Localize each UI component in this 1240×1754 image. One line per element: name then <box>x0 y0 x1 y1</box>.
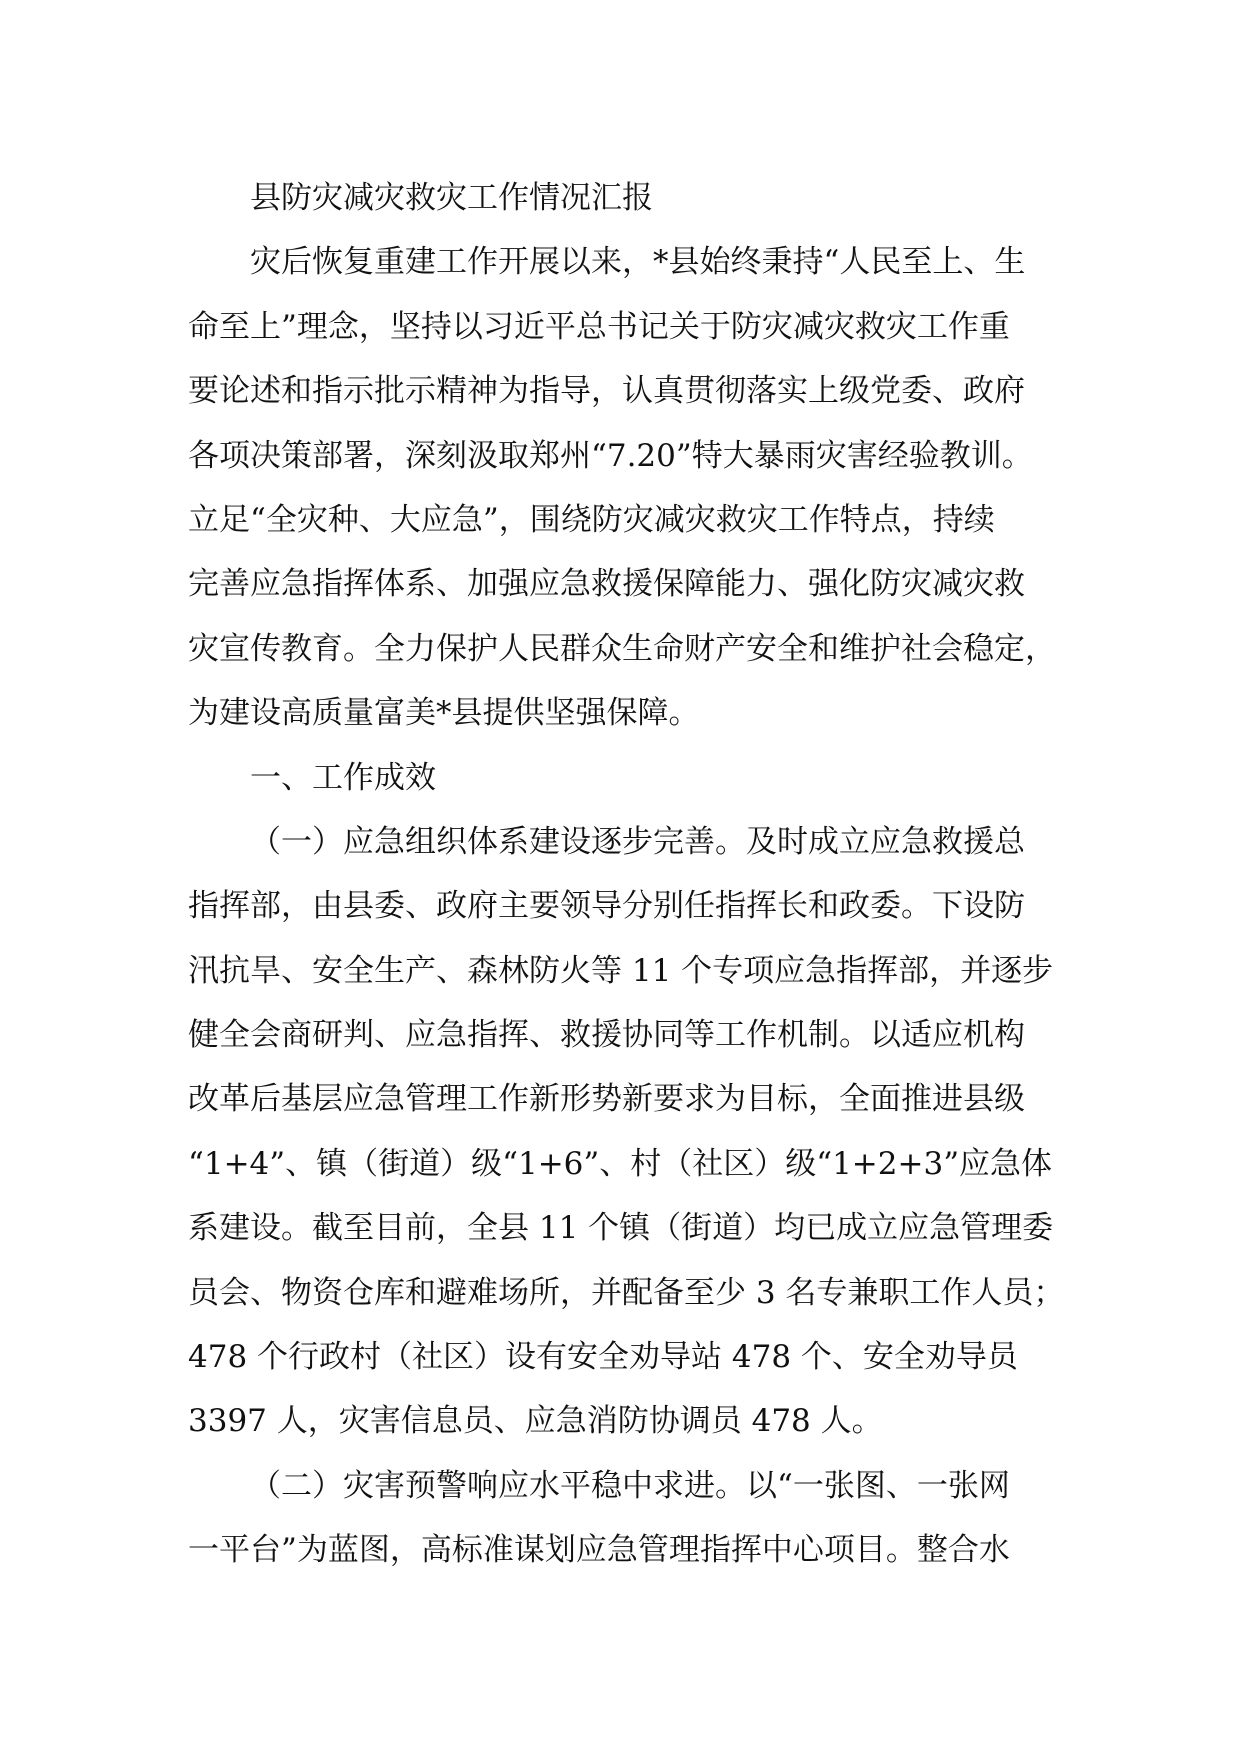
paragraph-line: “1+4”、镇（街道）级“1+6”、村（社区）级“1+2+3”应急体 <box>188 1145 1053 1182</box>
paragraph-line: 系建设。截至目前，全县 11 个镇（街道）均已成立应急管理委 <box>188 1210 1054 1247</box>
paragraph-line: 员会、物资仓库和避难场所，并配备至少 3 名专兼职工作人员； <box>188 1274 1065 1311</box>
paragraph-line: 改革后基层应急管理工作新形势新要求为目标，全面推进县级 <box>188 1081 1025 1118</box>
paragraph-line: 完善应急指挥体系、加强应急救援保障能力、强化防灾减灾救 <box>188 566 1025 603</box>
paragraph-line: 汛抗旱、安全生产、森林防火等 11 个专项应急指挥部，并逐步 <box>188 952 1054 989</box>
paragraph-line: 灾宣传教育。全力保护人民群众生命财产安全和维护社会稳定， <box>188 630 1056 667</box>
paragraph-line: 一平台”为蓝图，高标准谋划应急管理指挥中心项目。整合水 <box>188 1532 1010 1569</box>
paragraph-line: 要论述和指示批示精神为指导，认真贯彻落实上级党委、政府 <box>188 373 1025 410</box>
paragraph-line: 3397 人，灾害信息员、应急消防协调员 478 人。 <box>188 1403 883 1440</box>
document-title: 县防灾减灾救灾工作情况汇报 <box>250 180 653 216</box>
paragraph-line: 为建设高质量富美*县提供坚强保障。 <box>188 695 700 732</box>
document-page <box>188 166 1086 1583</box>
paragraph-line: 立足“全灾种、大应急”，围绕防灾减灾救灾工作特点，持续 <box>188 501 995 538</box>
paragraph-line: 478 个行政村（社区）设有安全劝导站 478 个、安全劝导员 <box>188 1339 1018 1376</box>
section-heading: 一、工作成效 <box>250 759 436 796</box>
paragraph-line: （二）灾害预警响应水平稳中求进。以“一张图、一张网 <box>250 1467 1010 1504</box>
paragraph-line: （一）应急组织体系建设逐步完善。及时成立应急救援总 <box>250 823 1025 860</box>
paragraph-line: 命至上”理念，坚持以习近平总书记关于防灾减灾救灾工作重 <box>188 308 1010 345</box>
paragraph-line: 灾后恢复重建工作开展以来，*县始终秉持“人民至上、生 <box>250 244 1026 281</box>
paragraph-line: 健全会商研判、应急指挥、救援协同等工作机制。以适应机构 <box>188 1017 1025 1054</box>
paragraph-line: 指挥部，由县委、政府主要领导分别任指挥长和政委。下设防 <box>188 888 1025 925</box>
paragraph-line: 各项决策部署，深刻汲取郑州“7.20”特大暴雨灾害经验教训。 <box>188 437 1033 474</box>
